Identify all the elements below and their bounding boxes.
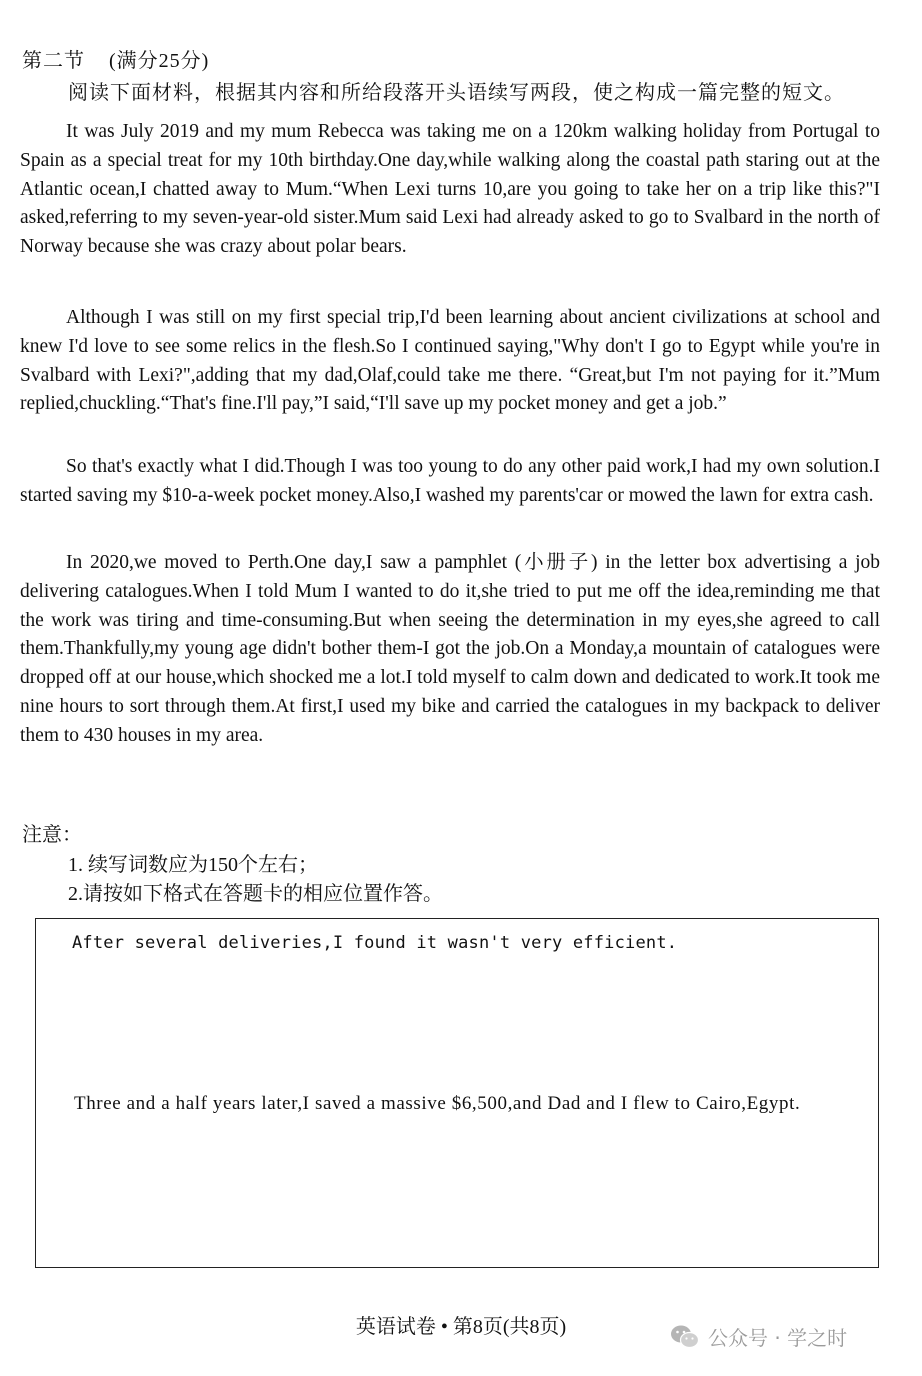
note-item-1: 1. 续写词数应为150个左右； [68,854,318,876]
answer-box[interactable] [35,918,879,1268]
note-item-2: 2.请按如下格式在答题卡的相应位置作答。 [68,883,443,905]
wechat-icon [670,1324,700,1350]
page-footer: 英语试卷 • 第8页(共8页) [355,1316,567,1338]
passage-paragraph-2: Although I was still on my first special trip,I'd been learning about ancient civilizations at school and knew I'd love to see some relics in the flesh.So I continued saying,"Why don't I go to Egypt while you're in Svalbard with Lexi?",adding that my dad,Olaf,could take me there. “Great,but I'm not paying for it.”Mum replied,chuckling.“That's fine.I'll pay,”I said,“I'll save up my pocket money and get a job.” [20,307,880,415]
passage-paragraph-3: So that's exactly what I did.Though I was too young to do any other paid work,I had my own solution.I started saving my $10-a-week pocket money.Also,I washed my parents'car or mowed the lawn for extra cash. [20,456,880,506]
section-score: (满分25分) [109,50,210,72]
section-title: 第二节 [22,50,85,72]
watermark-text: 公众号 · 学之时 [708,1326,848,1350]
passage-paragraph-4: In 2020,we moved to Perth.One day,I saw a pamphlet (小册子) in the letter box advertising a job delivering catalogues.When I told Mum I wanted to do it,she tried to put me off the idea,reminding me that the work was tiring and time-consuming.But when seeing the determination in my eyes,she agreed to call them.Thankfully,my young age didn't bother them-I got the job.On a Monday,a mountain of catalogues were dropped off at our house,which shocked me a lot.I told myself to calm down and dedicated to work.It took me nine hours to sort through them.At first,I used my bike and carried the catalogues in my backpack to deliver them to 430 houses in my area. [20,552,880,746]
section-heading [22,44,209,73]
paragraph-opening-2: Three and a half years later,I saved a massive $6,500,and Dad and I flew to Cairo,Egypt. [74,1093,801,1114]
paragraph-opening-1: After several deliveries,I found it wasn't very efficient. [72,933,678,953]
notes-title: 注意： [22,824,82,846]
section-instruction: 阅读下面材料，根据其内容和所给段落开头语续写两段，使之构成一篇完整的短文。 [68,82,845,104]
passage-paragraph-1: It was July 2019 and my mum Rebecca was taking me on a 120km walking holiday from Portugal to Spain as a special treat for my 10th birthday.One day,while walking along the coastal path staring out at the Atlantic ocean,I chatted away to Mum.“When Lexi turns 10,are you going to take her on a trip like this?"I asked,referring to my seven-year-old sister.Mum said Lexi had already asked to go to Svalbard in the north of Norway because she was crazy about polar bears. [20,121,880,258]
watermark [670,1322,847,1351]
